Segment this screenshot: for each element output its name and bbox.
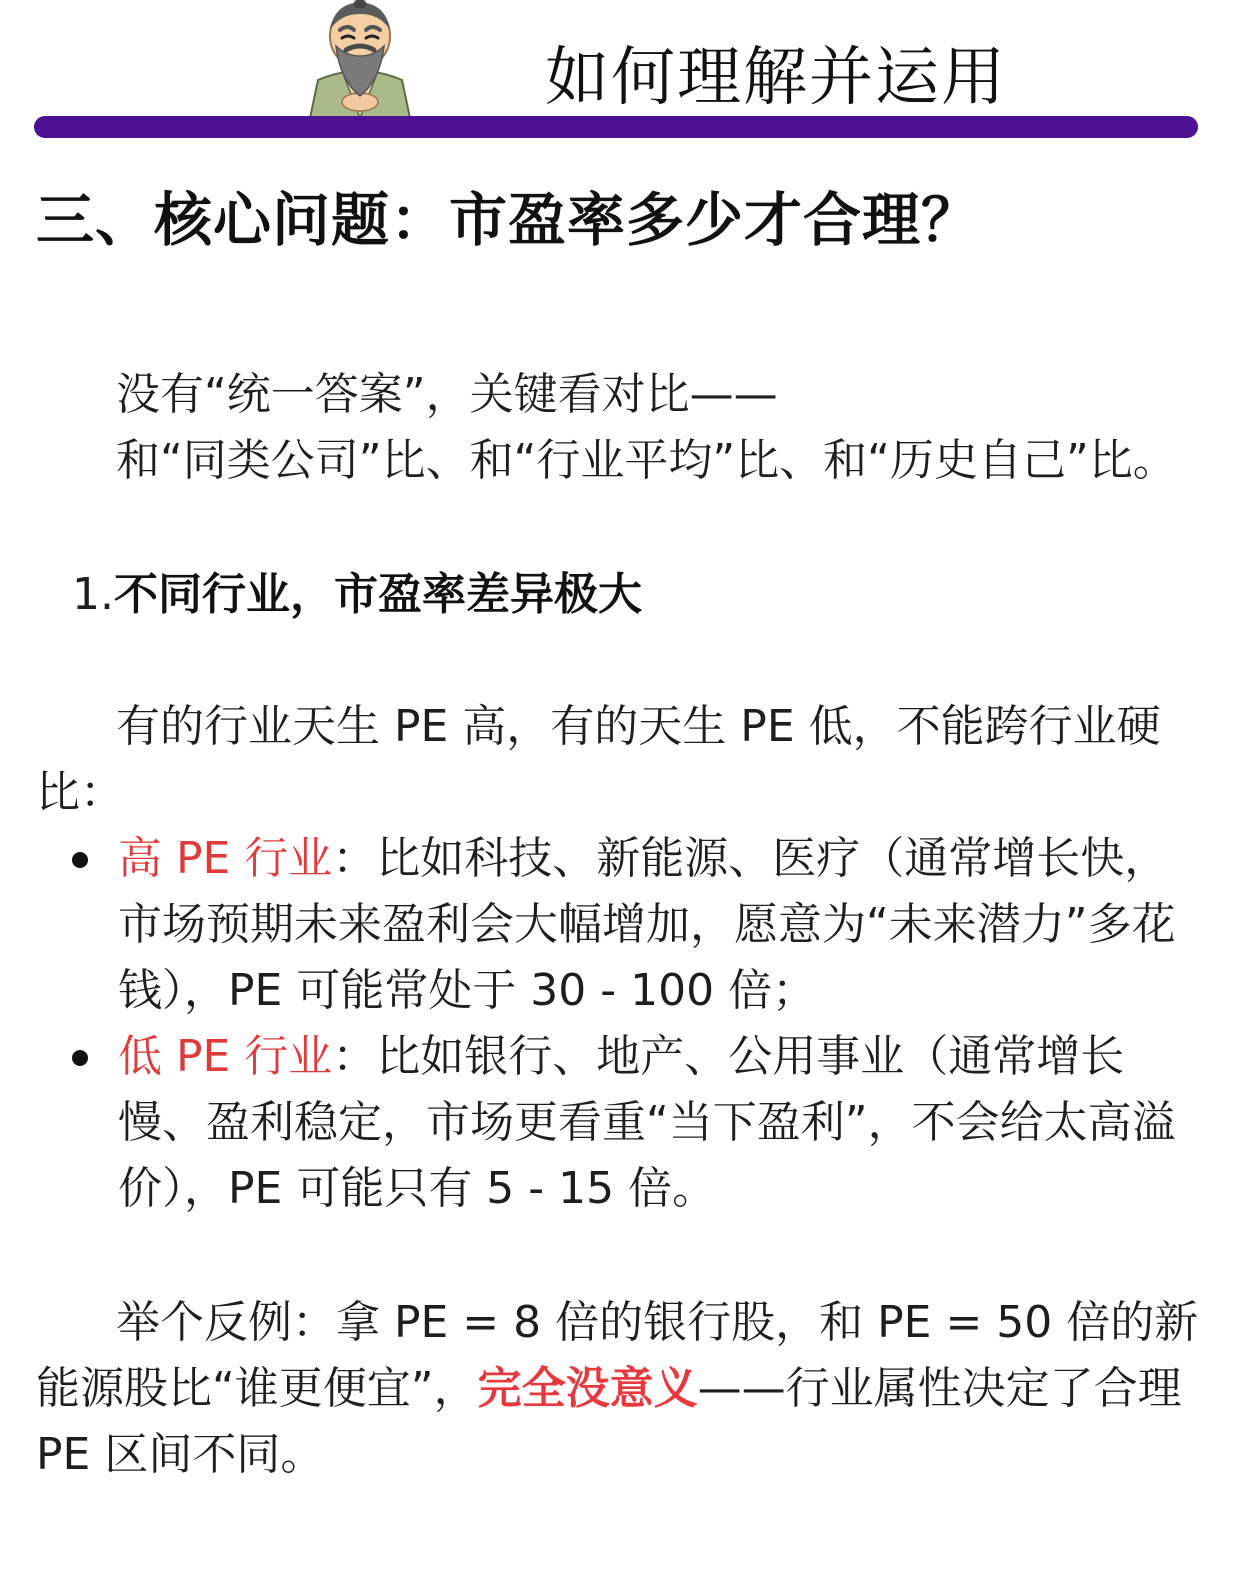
bullet-text: ：比如科技、新能源、医疗（通常增长快，市场预期未来盈利会大幅增加，愿意为“未来潜力”多花钱），PE 可能常处于 30 - 100 倍； xyxy=(118,833,1176,1016)
header xyxy=(0,0,1242,140)
point-title: 不同行业，市盈率差异极大 xyxy=(113,569,642,620)
section-heading: 三、核心问题：市盈率多少才合理？ xyxy=(36,186,981,254)
list-item xyxy=(72,1024,1212,1222)
bullet-text: ：比如银行、地产、公用事业（通常增长慢、盈利稳定，市场更看重“当下盈利”，不会给太高溢价），PE 可能只有 5 - 15 倍。 xyxy=(118,1031,1176,1214)
intro-line-1: 没有“统一答案”，关键看对比—— xyxy=(116,369,778,420)
example-highlight: 完全没意义 xyxy=(477,1363,698,1414)
example-text-before: 举个反例：拿 PE = 8 倍的银行股，和 PE = 50 倍的新能源股比“谁更便宜”， xyxy=(36,1297,1199,1414)
bullet-label: 低 PE 行业 xyxy=(118,1031,333,1082)
bullet-dot-icon xyxy=(72,1050,88,1066)
bullet-label: 高 PE 行业 xyxy=(118,833,333,884)
bullet-dot-icon xyxy=(72,852,88,868)
example-paragraph xyxy=(36,1290,1208,1488)
example-text-after: ——行业属性决定了合理 PE 区间不同。 xyxy=(36,1363,1182,1480)
point-number: 1. xyxy=(72,569,114,620)
list-item xyxy=(72,826,1212,1024)
numbered-point-1 xyxy=(72,562,642,628)
intro-line-2: 和“同类公司”比、和“行业平均”比、和“历史自己”比。 xyxy=(116,435,1177,486)
industry-bullet-list xyxy=(72,826,1212,1222)
confucius-cartoon-icon xyxy=(300,0,420,118)
title-underline-bar xyxy=(34,116,1198,138)
page-banner-title: 如何理解并运用 xyxy=(545,41,1007,115)
explain-paragraph: 有的行业天生 PE 高，有的天生 PE 低，不能跨行业硬比： xyxy=(36,701,1161,818)
